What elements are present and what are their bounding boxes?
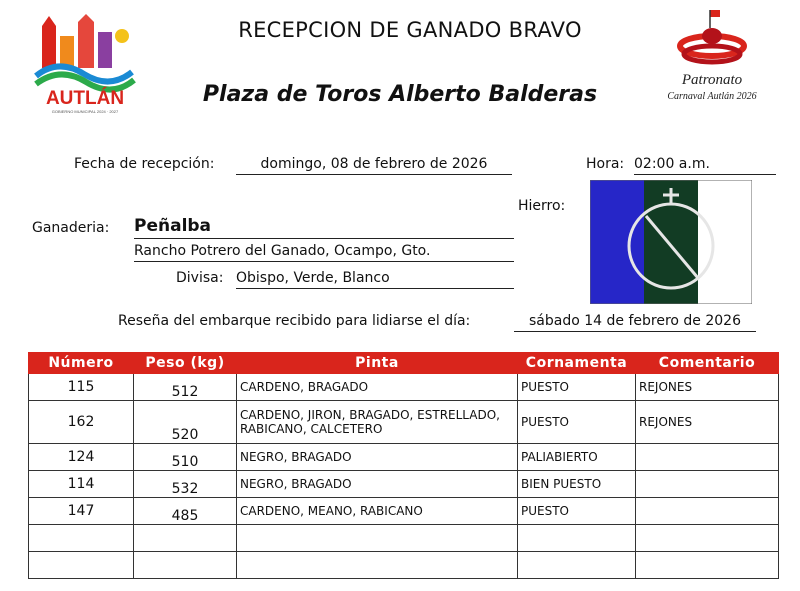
cell-pinta xyxy=(237,552,518,579)
cell-comentario xyxy=(636,471,779,498)
cell-comentario: REJONES xyxy=(636,401,779,444)
table-row xyxy=(29,401,779,444)
autlan-logo xyxy=(28,14,143,114)
cell-cornamenta xyxy=(518,552,636,579)
hierro-label: Hierro: xyxy=(518,198,566,214)
table-header-row xyxy=(29,353,779,374)
cell-peso: 532 xyxy=(134,471,237,498)
fecha-value: domingo, 08 de febrero de 2026 xyxy=(236,156,512,175)
cell-peso: 485 xyxy=(134,498,237,525)
cell-peso xyxy=(134,525,237,552)
cell-peso xyxy=(134,552,237,579)
table-row xyxy=(29,552,779,579)
cell-numero: 162 xyxy=(29,401,134,444)
header-pinta: Pinta xyxy=(237,353,518,374)
fecha-label: Fecha de recepción: xyxy=(74,156,215,172)
rancho-value: Rancho Potrero del Ganado, Ocampo, Gto. xyxy=(134,243,514,262)
cell-numero: 147 xyxy=(29,498,134,525)
autlan-logo-text: AUTLÁN xyxy=(45,88,125,109)
cell-pinta: CARDENO, MEANO, RABICANO xyxy=(237,498,518,525)
autlan-logo-subtext: GOBIERNO MUNICIPAL 2024 · 2027 xyxy=(51,109,119,114)
cattle-table xyxy=(28,352,779,579)
table-row xyxy=(29,374,779,401)
cell-peso: 512 xyxy=(134,374,237,401)
hora-value: 02:00 a.m. xyxy=(634,156,776,175)
table-row xyxy=(29,498,779,525)
cell-comentario: REJONES xyxy=(636,374,779,401)
header-cornamenta: Cornamenta xyxy=(518,353,636,374)
document-title: RECEPCION DE GANADO BRAVO xyxy=(238,18,582,42)
cell-pinta: CARDENO, JIRON, BRAGADO, ESTRELLADO, RABICANO, CALCETERO xyxy=(237,401,518,444)
cell-peso: 510 xyxy=(134,444,237,471)
cell-cornamenta: PALIABIERTO xyxy=(518,444,636,471)
resena-value: sábado 14 de febrero de 2026 xyxy=(514,313,756,332)
patronato-line1: Patronato xyxy=(681,72,743,88)
divisa-value: Obispo, Verde, Blanco xyxy=(236,270,514,289)
table-row xyxy=(29,444,779,471)
cell-pinta: NEGRO, BRAGADO xyxy=(237,471,518,498)
patronato-logo xyxy=(652,8,772,108)
cell-pinta: NEGRO, BRAGADO xyxy=(237,444,518,471)
cell-pinta xyxy=(237,525,518,552)
ganaderia-value: Peñalba xyxy=(134,216,514,239)
header-comentario: Comentario xyxy=(636,353,779,374)
cell-numero: 115 xyxy=(29,374,134,401)
hora-label: Hora: xyxy=(586,156,625,172)
cell-numero: 114 xyxy=(29,471,134,498)
cell-numero: 124 xyxy=(29,444,134,471)
resena-label: Reseña del embarque recibido para lidiarse el día: xyxy=(118,313,471,329)
cell-comentario xyxy=(636,525,779,552)
patronato-line2: Carnaval Autlán 2026 xyxy=(667,91,757,102)
hierro-image xyxy=(590,180,752,304)
venue-subtitle: Plaza de Toros Alberto Balderas xyxy=(202,82,598,107)
header-peso: Peso (kg) xyxy=(134,353,237,374)
cell-comentario xyxy=(636,552,779,579)
header-numero: Número xyxy=(29,353,134,374)
cell-cornamenta xyxy=(518,525,636,552)
cell-cornamenta: PUESTO xyxy=(518,401,636,444)
cell-numero xyxy=(29,525,134,552)
cell-comentario xyxy=(636,444,779,471)
cell-comentario xyxy=(636,498,779,525)
cell-cornamenta: PUESTO xyxy=(518,498,636,525)
table-row xyxy=(29,471,779,498)
table-row xyxy=(29,525,779,552)
ganaderia-label: Ganaderia: xyxy=(32,220,110,236)
cell-pinta: CARDENO, BRAGADO xyxy=(237,374,518,401)
cell-cornamenta: BIEN PUESTO xyxy=(518,471,636,498)
cell-peso: 520 xyxy=(134,401,237,444)
cell-cornamenta: PUESTO xyxy=(518,374,636,401)
divisa-label: Divisa: xyxy=(176,270,224,286)
cell-numero xyxy=(29,552,134,579)
